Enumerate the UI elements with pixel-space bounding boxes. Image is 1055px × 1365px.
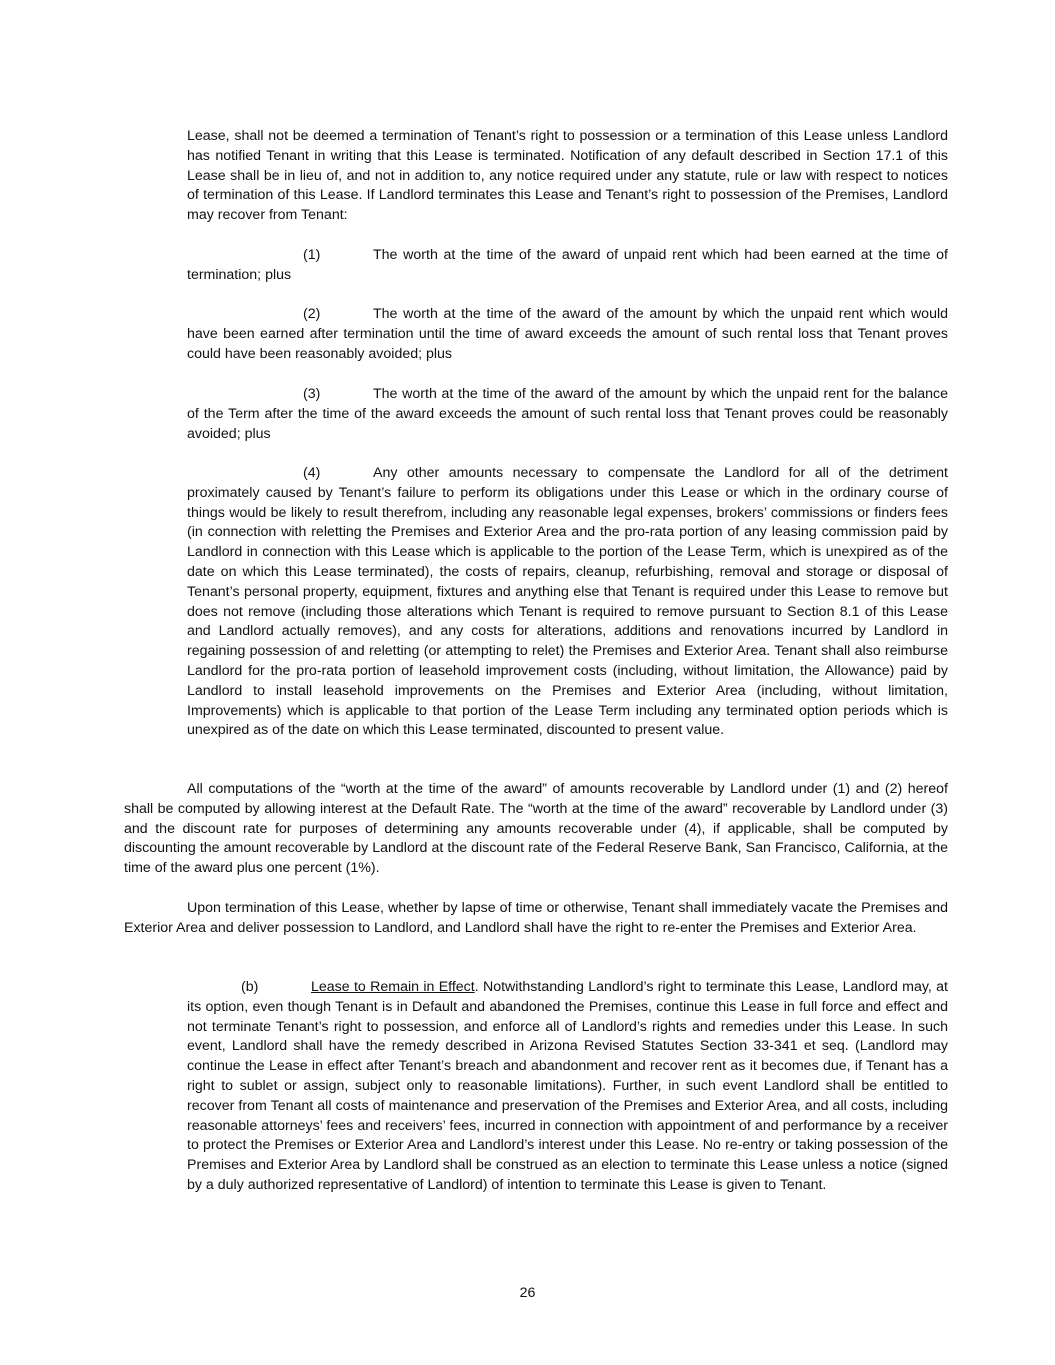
list-item-2	[187, 305, 948, 364]
upon-termination-paragraph: Upon termination of this Lease, whether by lapse of time or otherwise, Tenant shall immediately vacate the Premises and Exterior Area and deliver possession to Landlord, and Landlord shall have the right to re-enter the Premises and Exterior Area.	[124, 900, 948, 936]
section-b-heading: Lease to Remain in Effect	[311, 979, 475, 995]
item-number: (2)	[303, 306, 321, 322]
intro-paragraph: Lease, shall not be deemed a termination of Tenant’s right to possession or a termination of this Lease unless Landlord has notified Tenant in writing that this Lease is terminated. Notification of any default described in Section 17.1 of this Lease shall be in lieu of, and not in addition to, any notice required under any statute, rule or law with respect to notices of termination of this Lease. If Landlord terminates this Lease and Tenant’s right to possession of the Premises, Landlord may recover from Tenant:	[187, 128, 948, 224]
item-text: The worth at the time of the award of the amount by which the unpaid rent for the balance of the Term after the time of the award exceeds the amount of such rental loss that Tenant proves could be reasonably avoided; plus	[187, 386, 948, 442]
section-b-text: . Notwithstanding Landlord’s right to terminate this Lease, Landlord may, at its option, even though Tenant is in Default and abandoned the Premises, continue this Lease in full force and effect and not terminate Tenant’s right to possession, and enforce all of Landlord’s rights and remedies under this Lease. In such event, Landlord shall have the remedy described in Arizona Revised Statutes Section 33-341 et seq. (Landlord may continue the Lease in effect after Tenant’s breach and abandonment and recover rent as it becomes due, if Tenant has a right to sublet or assign, subject only to reasonable limitations). Further, in such event Landlord shall be entitled to recover from Tenant all costs of maintenance and preservation of the Premises and Exterior Area, and all costs, including reasonable attorneys’ fees and receivers’ fees, incurred in connection with appointment of and performance by a receiver to protect the Premises or Exterior Area and Landlord’s interest under this Lease. No re-entry or taking possession of the Premises and Exterior Area by Landlord shall be construed as an election to terminate this Lease unless a notice (signed by a duly authorized representative of Landlord) of intention to terminate this Lease is given to Tenant.	[187, 979, 948, 1193]
list-item-1	[187, 246, 948, 286]
item-number: (1)	[303, 247, 321, 263]
list-item-3	[187, 385, 948, 444]
section-b-label: (b)	[241, 979, 259, 995]
item-text: The worth at the time of the award of unpaid rent which had been earned at the time of termination; plus	[187, 247, 948, 283]
list-item-4	[187, 464, 948, 741]
section-b-paragraph	[187, 978, 948, 1196]
page-number: 26	[519, 1285, 536, 1301]
item-number: (4)	[303, 465, 321, 481]
item-number: (3)	[303, 386, 321, 402]
item-text: The worth at the time of the award of the amount by which the unpaid rent which would have been earned after termination until the time of award exceeds the amount of such rental loss that Tenant proves could have been reasonably avoided; plus	[187, 306, 948, 362]
item-text: Any other amounts necessary to compensate the Landlord for all of the detriment proximately caused by Tenant’s failure to perform its obligations under this Lease or which in the ordinary course of things would be likely to result therefrom, including any reasonable legal expenses, brokers’ commissions or finders fees (in connection with reletting the Premises and Exterior Area and the pro-rata portion of any leasing commission paid by Landlord in connection with this Lease which is applicable to the portion of the Lease Term, which is unexpired as of the date on which this Lease terminated), the costs of repairs, cleanup, refurbishing, removal and storage or disposal of Tenant’s personal property, equipment, fixtures and anything else that Tenant is required under this Lease to remove but does not remove (including those alterations which Tenant is required to remove pursuant to Section 8.1 of this Lease and Landlord actually removes), and any costs for alterations, additions and renovations incurred by Landlord in regaining possession of and reletting (or attempting to relet) the Premises and Exterior Area. Tenant shall also reimburse Landlord for the pro-rata portion of leasehold improvement costs (including, without limitation, the Allowance) paid by Landlord to install leasehold improvements on the Premises and Exterior Area (including, without limitation, Improvements) which is applicable to that portion of the Lease Term including any terminated option periods which is unexpired as of the date on which this Lease terminated, discounted to present value.	[187, 465, 948, 739]
computations-paragraph: All computations of the “worth at the time of the award” of amounts recoverable by Landlord under (1) and (2) hereof shall be computed by allowing interest at the Default Rate. The “worth at the time of the award” recoverable by Landlord under (3) and the discount rate for purposes of determining any amounts recoverable under (4), if applicable, shall be computed by discounting the amount recoverable by Landlord at the discount rate of the Federal Reserve Bank, San Francisco, California, at the time of the award plus one percent (1%).	[124, 781, 948, 877]
